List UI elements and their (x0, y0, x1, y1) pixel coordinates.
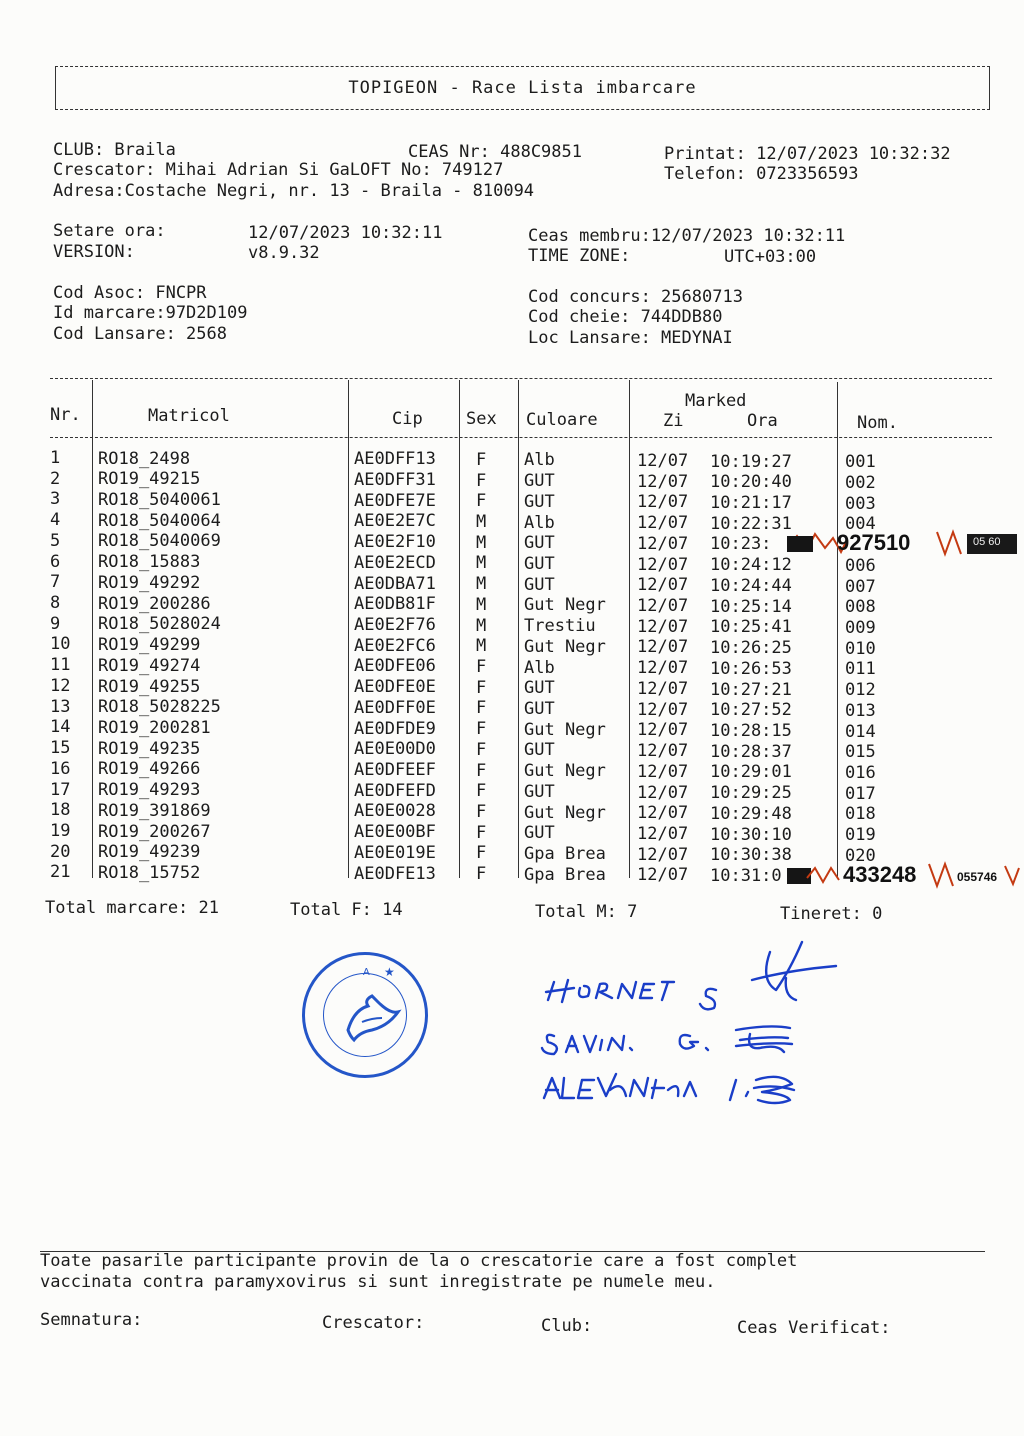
cell-matricol: RO19_49292 (98, 572, 201, 593)
cell-matricol: RO18_5040069 (98, 531, 221, 552)
cell-matricol: RO19_49293 (98, 780, 201, 801)
cell-zi: 12/07 (637, 678, 689, 699)
cell-nom: 019 (845, 825, 876, 846)
cell-matricol: RO19_49266 (98, 759, 201, 780)
cell-cip: AE0DFF0E (354, 697, 436, 718)
ceas-nr-text: CEAS Nr: 488C9851 (408, 142, 582, 162)
cell-sex: M (476, 636, 487, 657)
cell-cip: AE0E2F10 (354, 532, 436, 553)
cell-nr: 15 (50, 738, 71, 759)
cell-nom: 016 (845, 763, 876, 783)
cell-matricol: RO19_49299 (98, 635, 201, 656)
header-matricol: Matricol (148, 406, 230, 426)
cell-culoare: GUT (524, 740, 555, 761)
total-tineret: Tineret: 0 (780, 904, 883, 924)
cell-sex: F (476, 781, 487, 802)
ceas-membru-text: Ceas membru:12/07/2023 10:32:11 (528, 226, 846, 246)
cell-culoare: GUT (524, 678, 555, 699)
cell-nr: 18 (50, 800, 71, 821)
adresa-text: Adresa:Costache Negri, nr. 13 - Braila - 810094 (53, 181, 535, 201)
col-divider (92, 380, 93, 878)
cell-sex: F (476, 739, 487, 760)
cell-cip: AE0DFE0E (354, 677, 436, 698)
cell-sex: F (476, 802, 487, 823)
cell-matricol: RO19_200281 (98, 717, 211, 738)
cell-zi: 12/07 (637, 637, 689, 658)
cell-ora: 10:24:12 (710, 555, 792, 576)
cell-matricol: RO18_5028225 (98, 697, 221, 718)
club-label: Club: (541, 1316, 593, 1336)
col-divider (459, 380, 460, 878)
cell-nom: 018 (845, 804, 876, 825)
cell-matricol: RO19_49235 (98, 738, 201, 759)
header-ora: Ora (747, 411, 778, 431)
cell-zi: 12/07 (637, 492, 689, 513)
cell-nom: 007 (845, 576, 876, 597)
cell-sex: F (476, 470, 487, 491)
cell-culoare: GUT (524, 533, 555, 554)
cell-nr: 11 (50, 655, 71, 676)
setare-ora-label: Setare ora: (53, 221, 166, 241)
cell-sex: F (476, 843, 487, 864)
cell-ora: 10:29:25 (710, 783, 792, 804)
cell-matricol: RO19_200286 (98, 593, 211, 614)
cell-zi: 12/07 (637, 720, 689, 741)
total-f: Total F: 14 (290, 900, 403, 920)
header-sex: Sex (466, 409, 497, 429)
cell-sex: M (476, 532, 487, 553)
header-nr: Nr. (50, 405, 81, 425)
cell-culoare: Alb (524, 450, 555, 471)
cell-cip: AE0E00BF (354, 822, 436, 843)
cell-sex: F (476, 760, 487, 781)
cell-cip: AE0E0028 (354, 801, 436, 822)
cell-culoare: Alb (524, 657, 555, 678)
cell-cip: AE0DFF31 (354, 469, 436, 490)
declaration-line-2: vaccinata contra paramyxovirus si sunt inregistrate pe numele meu. (40, 1272, 716, 1292)
cell-nom: 010 (845, 638, 876, 659)
seal-sticker (787, 860, 1021, 890)
cod-lansare-text: Cod Lansare: 2568 (53, 324, 227, 344)
cell-nr: 4 (50, 510, 61, 531)
time-zone-value: UTC+03:00 (724, 247, 817, 267)
cell-zi: 12/07 (637, 699, 689, 720)
cell-sex: M (476, 511, 487, 532)
cell-cip: AE0DFEEF (354, 760, 436, 780)
cell-nr: 12 (50, 675, 71, 696)
version-label: VERSION: (53, 242, 135, 262)
cell-zi: 12/07 (637, 741, 689, 762)
cell-ora: 10:29:48 (710, 803, 792, 824)
cell-zi: 12/07 (637, 658, 689, 679)
cell-nr: 9 (50, 613, 61, 634)
cell-culoare: GUT (524, 823, 555, 844)
cell-ora: 10:19:27 (710, 451, 792, 472)
cell-ora: 10:30:10 (710, 824, 792, 845)
cell-sex: M (476, 574, 487, 595)
cell-ora: 10:31:0 (710, 866, 782, 886)
header-culoare: Culoare (526, 410, 598, 430)
club-text: CLUB: Braila (53, 140, 176, 160)
cell-ora: 10:23: (710, 534, 772, 555)
cell-nom: 001 (845, 452, 876, 473)
telefon-text: Telefon: 0723356593 (664, 164, 859, 184)
cell-zi: 12/07 (637, 844, 689, 865)
header-marked: Marked (685, 391, 747, 411)
cell-nr: 19 (50, 820, 71, 841)
crescator-text: Crescator: Mihai Adrian Si GaLOFT No: 749127 (53, 160, 504, 180)
cell-nr: 8 (50, 593, 61, 614)
cell-zi: 12/07 (637, 865, 689, 886)
col-divider (518, 380, 519, 878)
cell-matricol: RO19_391869 (98, 800, 211, 821)
col-divider (837, 382, 838, 878)
club-stamp (302, 952, 428, 1078)
cell-zi: 12/07 (637, 533, 689, 554)
cell-culoare: GUT (524, 699, 555, 720)
cell-cip: AE0DFE06 (354, 656, 436, 677)
cell-ora: 10:29:01 (710, 762, 792, 783)
id-marcare-text: Id marcare:97D2D109 (53, 303, 248, 323)
cell-matricol: RO19_200267 (98, 821, 211, 842)
svg-text:★: ★ (384, 965, 395, 979)
cell-culoare: GUT (524, 491, 555, 512)
cell-cip: AE0E2F76 (354, 614, 436, 635)
cell-cip: AE0E2E7C (354, 511, 436, 532)
cell-cip: AE0DBA71 (354, 573, 436, 594)
time-zone-label: TIME ZONE: (528, 246, 631, 266)
cell-nr: 14 (50, 717, 71, 738)
cell-sex: M (476, 594, 487, 615)
cell-nr: 16 (50, 758, 71, 779)
cell-culoare: Trestiu (524, 616, 596, 637)
cell-culoare: Gut Negr (524, 802, 606, 823)
seal-number: 927510 (837, 530, 911, 555)
cell-zi: 12/07 (637, 471, 689, 492)
cell-nr: 5 (50, 530, 61, 551)
cod-concurs-text: Cod concurs: 25680713 (528, 287, 743, 307)
cell-nom: 011 (845, 659, 876, 680)
cell-nom: 013 (845, 700, 876, 721)
col-divider (629, 380, 630, 878)
cell-nr: 20 (50, 841, 71, 862)
cod-asoc-text: Cod Asoc: FNCPR (53, 283, 207, 303)
cell-ora: 10:27:52 (710, 700, 792, 721)
cell-ora: 10:22:31 (710, 513, 792, 534)
cell-matricol: RO18_2498 (98, 448, 191, 469)
cell-nr: 7 (50, 572, 61, 593)
cell-culoare: Gpa Brea (524, 864, 606, 885)
cell-ora: 10:28:15 (710, 720, 792, 741)
cell-nr: 1 (50, 448, 61, 468)
cell-matricol: RO18_15752 (98, 863, 201, 883)
cell-culoare: Gut Negr (524, 636, 606, 657)
table-header-rule (50, 437, 992, 438)
cell-culoare: GUT (524, 554, 555, 574)
cell-sex: F (476, 719, 487, 740)
cell-ora: 10:24:44 (710, 575, 792, 596)
seal-sticker (787, 528, 1019, 558)
seal-small-number: 05 60 (973, 536, 1001, 548)
cell-sex: F (476, 677, 487, 698)
cell-cip: AE0E2ECD (354, 552, 436, 573)
cell-nom: 009 (845, 617, 876, 638)
title-bottom-border (55, 109, 990, 110)
cell-ora: 10:26:53 (710, 658, 792, 679)
cell-cip: AE0DFE13 (354, 863, 436, 884)
stamp-text: A (363, 967, 370, 978)
cell-nr: 6 (50, 551, 61, 572)
cell-matricol: RO18_5028024 (98, 614, 221, 635)
cell-matricol: RO19_49239 (98, 842, 201, 863)
version-value: v8.9.32 (248, 243, 320, 263)
cell-matricol: RO18_5040061 (98, 490, 221, 511)
cell-sex: M (476, 553, 487, 574)
cell-matricol: RO19_49215 (98, 469, 201, 490)
title-box (55, 66, 990, 110)
cell-sex: F (476, 657, 487, 677)
cell-sex: F (476, 864, 487, 885)
cell-zi: 12/07 (637, 554, 689, 575)
cell-ora: 10:25:14 (710, 596, 792, 617)
cell-ora: 10:30:38 (710, 845, 792, 866)
title-top-border (55, 66, 990, 67)
cell-culoare: Alb (524, 512, 555, 533)
cell-sex: M (476, 615, 487, 636)
cod-cheie-text: Cod cheie: 744DDB80 (528, 307, 723, 327)
cell-culoare: GUT (524, 574, 555, 595)
total-marcare: Total marcare: 21 (45, 898, 219, 918)
cell-cip: AE0E019E (354, 842, 436, 863)
cell-zi: 12/07 (637, 803, 689, 824)
table-top-rule (50, 378, 992, 379)
crescator-label: Crescator: (322, 1313, 425, 1333)
cell-sex: F (476, 822, 487, 843)
cell-sex: F (476, 491, 487, 512)
cell-cip: AE0DFDE9 (354, 718, 436, 739)
loc-lansare-text: Loc Lansare: MEDYNAI (528, 328, 733, 348)
cell-nom: 008 (845, 597, 876, 618)
cell-zi: 12/07 (637, 451, 689, 471)
cell-nom: 003 (845, 493, 876, 514)
cell-nr: 2 (50, 468, 61, 489)
cell-ora: 10:27:21 (710, 679, 792, 700)
cell-culoare: GUT (524, 781, 555, 802)
cell-zi: 12/07 (637, 761, 689, 782)
cell-ora: 10:20:40 (710, 472, 792, 493)
header-zi: Zi (663, 411, 684, 431)
printat-text: Printat: 12/07/2023 10:32:32 (664, 144, 951, 164)
cell-nom: 020 (845, 845, 876, 866)
cell-zi: 12/07 (637, 575, 689, 596)
col-divider (348, 380, 349, 878)
cell-sex: F (476, 449, 487, 470)
cell-cip: AE0DFEFD (354, 780, 436, 801)
cell-matricol: RO18_5040064 (98, 510, 221, 531)
cell-nom: 006 (845, 555, 876, 576)
cell-nr: 21 (50, 862, 71, 883)
semnatura-label: Semnatura: (40, 1310, 143, 1330)
cell-ora: 10:28:37 (710, 741, 792, 762)
cell-cip: AE0DB81F (354, 594, 436, 615)
total-m: Total M: 7 (535, 902, 638, 922)
ceas-verificat-label: Ceas Verificat: (737, 1318, 891, 1338)
cell-zi: 12/07 (637, 513, 689, 534)
cell-cip: AE0E2FC6 (354, 635, 436, 656)
cell-cip: AE0DFE7E (354, 490, 436, 511)
declaration-line-1: Toate pasarile participante provin de la o crescatorie care a fost complet (40, 1251, 798, 1271)
cell-zi: 12/07 (637, 616, 689, 637)
cell-zi: 12/07 (637, 782, 689, 803)
cell-nr: 13 (50, 696, 71, 717)
cell-nom: 004 (845, 514, 876, 535)
cell-cip: AE0DFF13 (354, 449, 436, 470)
page-title: TOPIGEON - Race Lista imbarcare (348, 78, 697, 98)
cell-culoare: Gut Negr (524, 595, 606, 616)
cell-nr: 10 (50, 634, 71, 655)
cell-matricol: RO19_49255 (98, 676, 201, 697)
cell-culoare: Gpa Brea (524, 844, 606, 865)
header-cip: Cip (392, 409, 423, 429)
cell-matricol: RO19_49274 (98, 655, 201, 676)
cell-nom: 002 (845, 472, 876, 493)
cell-zi: 12/07 (637, 823, 689, 844)
cell-culoare: GUT (524, 471, 555, 492)
cell-nr: 17 (50, 779, 71, 800)
cell-ora: 10:21:17 (710, 493, 792, 514)
seal-small-number: 055746 (957, 870, 998, 884)
cell-ora: 10:26:25 (710, 638, 792, 659)
cell-culoare: Gut Negr (524, 761, 606, 782)
cell-nom: 015 (845, 742, 876, 763)
cell-culoare: Gut Negr (524, 719, 606, 740)
cell-matricol: RO18_15883 (98, 552, 201, 573)
cell-nom: 017 (845, 783, 876, 804)
cell-sex: F (476, 698, 487, 719)
setare-ora-value: 12/07/2023 10:32:11 (248, 223, 443, 243)
cell-zi: 12/07 (637, 596, 689, 617)
cell-nom: 012 (845, 680, 876, 701)
cell-nr: 3 (50, 489, 61, 510)
header-nom: Nom. (857, 413, 898, 433)
cell-nom: 014 (845, 721, 876, 742)
cell-ora: 10:25:41 (710, 617, 792, 638)
cell-cip: AE0E00D0 (354, 739, 436, 760)
handwritten-signatures (540, 940, 850, 1110)
seal-number: 433248 (843, 862, 917, 887)
